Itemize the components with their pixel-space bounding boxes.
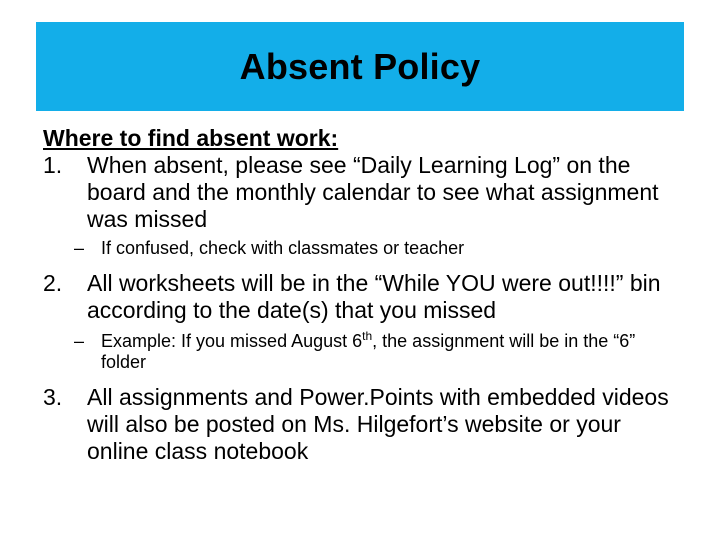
list-number: 3. [43, 384, 63, 410]
list-item-1 [43, 152, 683, 233]
list-number: 2. [43, 270, 63, 296]
section-heading: Where to find absent work: [43, 125, 339, 151]
superscript-th: th [362, 329, 373, 343]
dash-bullet: – [74, 331, 85, 351]
title-banner [36, 22, 684, 111]
sub-bullet-text: If confused, check with classmates or teacher [101, 238, 465, 258]
sub-bullet-1 [74, 238, 683, 259]
list-item-2 [43, 270, 683, 324]
list-item-text: When absent, please see “Daily Learning Log” on the board and the monthly calendar to see what assignment was missed [87, 152, 659, 232]
slide-title: Absent Policy [239, 45, 481, 87]
dash-bullet: – [74, 238, 85, 258]
sub-bullet-text [101, 331, 683, 373]
list-item-text: All assignments and Power.Points with embedded videos will also be posted on Ms. Hilgefort’s website or your online class notebook [87, 384, 669, 464]
slide-content [43, 125, 683, 465]
list-number: 1. [43, 152, 63, 178]
sub-text-after: , the assignment will be in the “6” folder [101, 331, 636, 372]
list-item-text: All worksheets will be in the “While YOU were out!!!!” bin according to the date(s) that you missed [87, 270, 661, 323]
sub-text-before: Example: If you missed August 6 [101, 331, 363, 351]
sub-bullet-2 [74, 331, 683, 373]
list-item-3 [43, 384, 683, 465]
